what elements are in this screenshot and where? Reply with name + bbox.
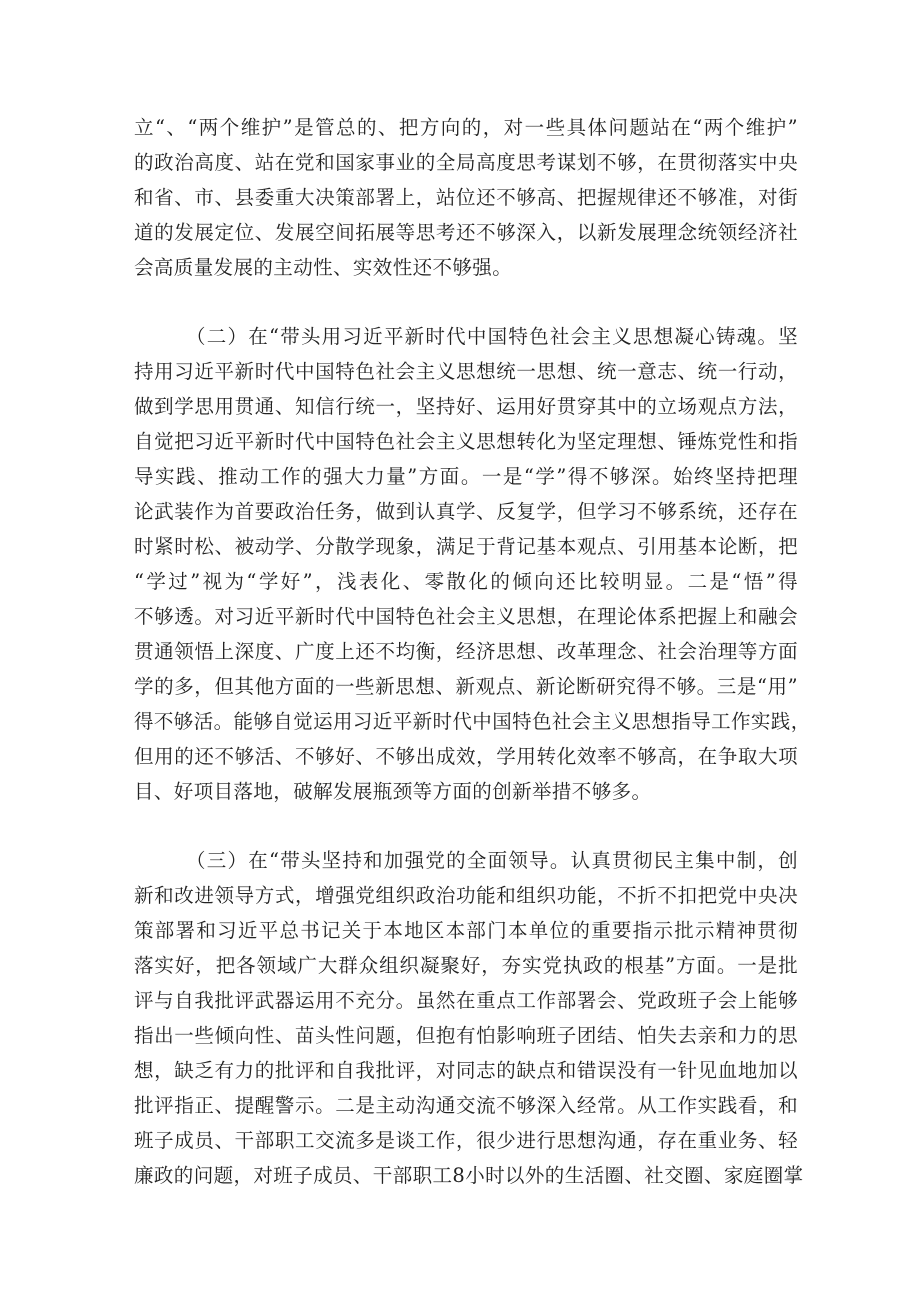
body-text-line: 导实践、推动工作的强大力量”方面。一是“学”得不够深。始终坚持把理 [134,465,798,488]
body-text-line: 策部署和习近平总书记关于本地区本部门本单位的重要指示批示精神贯彻 [134,919,798,942]
body-text-line: 会高质量发展的主动性、实效性还不够强。 [134,256,513,279]
body-text-line: 得不够活。能够自觉运用习近平新时代中国特色社会主义思想指导工作实践， [134,710,811,733]
body-text-line: 不够透。对习近平新时代中国特色社会主义思想，在理论体系把握上和融会 [134,605,798,628]
body-text-line: 但用的还不够活、不够好、不够出成效，学用转化效率不够高，在争取大项 [134,745,798,768]
body-text-line: 贯通领悟上深度、广度上还不均衡，经济思想、改革理念、社会治理等方面 [134,640,798,663]
body-text-line: 道的发展定位、发展空间拓展等思考还不够深入，以新发展理念统领经济社 [134,221,798,244]
body-text-line: 论武装作为首要政治任务，做到认真学、反复学，但学习不够系统，还存在 [134,500,798,523]
body-text-line: 时紧时松、被动学、分散学现象，满足于背记基本观点、引用基本论断，把 [134,535,798,558]
body-text-line: 自觉把习近平新时代中国特色社会主义思想转化为坚定理想、锤炼党性和指 [134,430,798,453]
body-text-line: 班子成员、干部职工交流多是谈工作，很少进行思想沟通，存在重业务、轻 [134,1129,798,1152]
body-text-line: 指出一些倾向性、苗头性问题，但抱有怕影响班子团结、怕失去亲和力的思 [134,1024,798,1047]
body-text-line: 做到学思用贯通、知信行统一，坚持好、运用好贯穿其中的立场观点方法， [134,395,798,418]
paragraph-first-line: （二）在“带头用习近平新时代中国特色社会主义思想凝心铸魂。坚 [186,325,798,348]
body-text-line: 廉政的问题，对班子成员、干部职工8小时以外的生活圈、社交圈、家庭圈掌 [134,1164,804,1187]
body-text-line: 评与自我批评武器运用不充分。虽然在重点工作部署会、党政班子会上能够 [134,989,798,1012]
body-text-line: 新和改进领导方式，增强党组织政治功能和组织功能，不折不扣把党中央决 [134,884,798,907]
body-text-line: 立“、“两个维护”是管总的、把方向的，对一些具体问题站在“两个维护” [134,116,798,139]
body-text-line: 落实好，把各领域广大群众组织凝聚好，夯实党执政的根基”方面。一是批 [134,954,798,977]
body-text-line: 学的多，但其他方面的一些新思想、新观点、新论断研究得不够。三是“用” [134,675,798,698]
paragraph-first-line: （三）在“带头坚持和加强党的全面领导。认真贯彻民主集中制，创 [186,849,798,872]
body-text-line: 持用习近平新时代中国特色社会主义思想统一思想、统一意志、统一行动， [134,360,798,383]
body-text-line: 和省、市、县委重大决策部署上，站位还不够高、把握规律还不够准，对街 [134,186,798,209]
body-text-line: 目、好项目落地，破解发展瓶颈等方面的创新举措不够多。 [134,780,652,803]
body-text-line: “学过”视为“学好”，浅表化、零散化的倾向还比较明显。二是“悟”得 [134,570,798,593]
body-text-line: 的政治高度、站在党和国家事业的全局高度思考谋划不够，在贯彻落实中央 [134,151,798,174]
body-text-line: 批评指正、提醒警示。二是主动沟通交流不够深入经常。从工作实践看，和 [134,1094,798,1117]
body-text-line: 想，缺乏有力的批评和自我批评，对同志的缺点和错误没有一针见血地加以 [134,1059,798,1082]
